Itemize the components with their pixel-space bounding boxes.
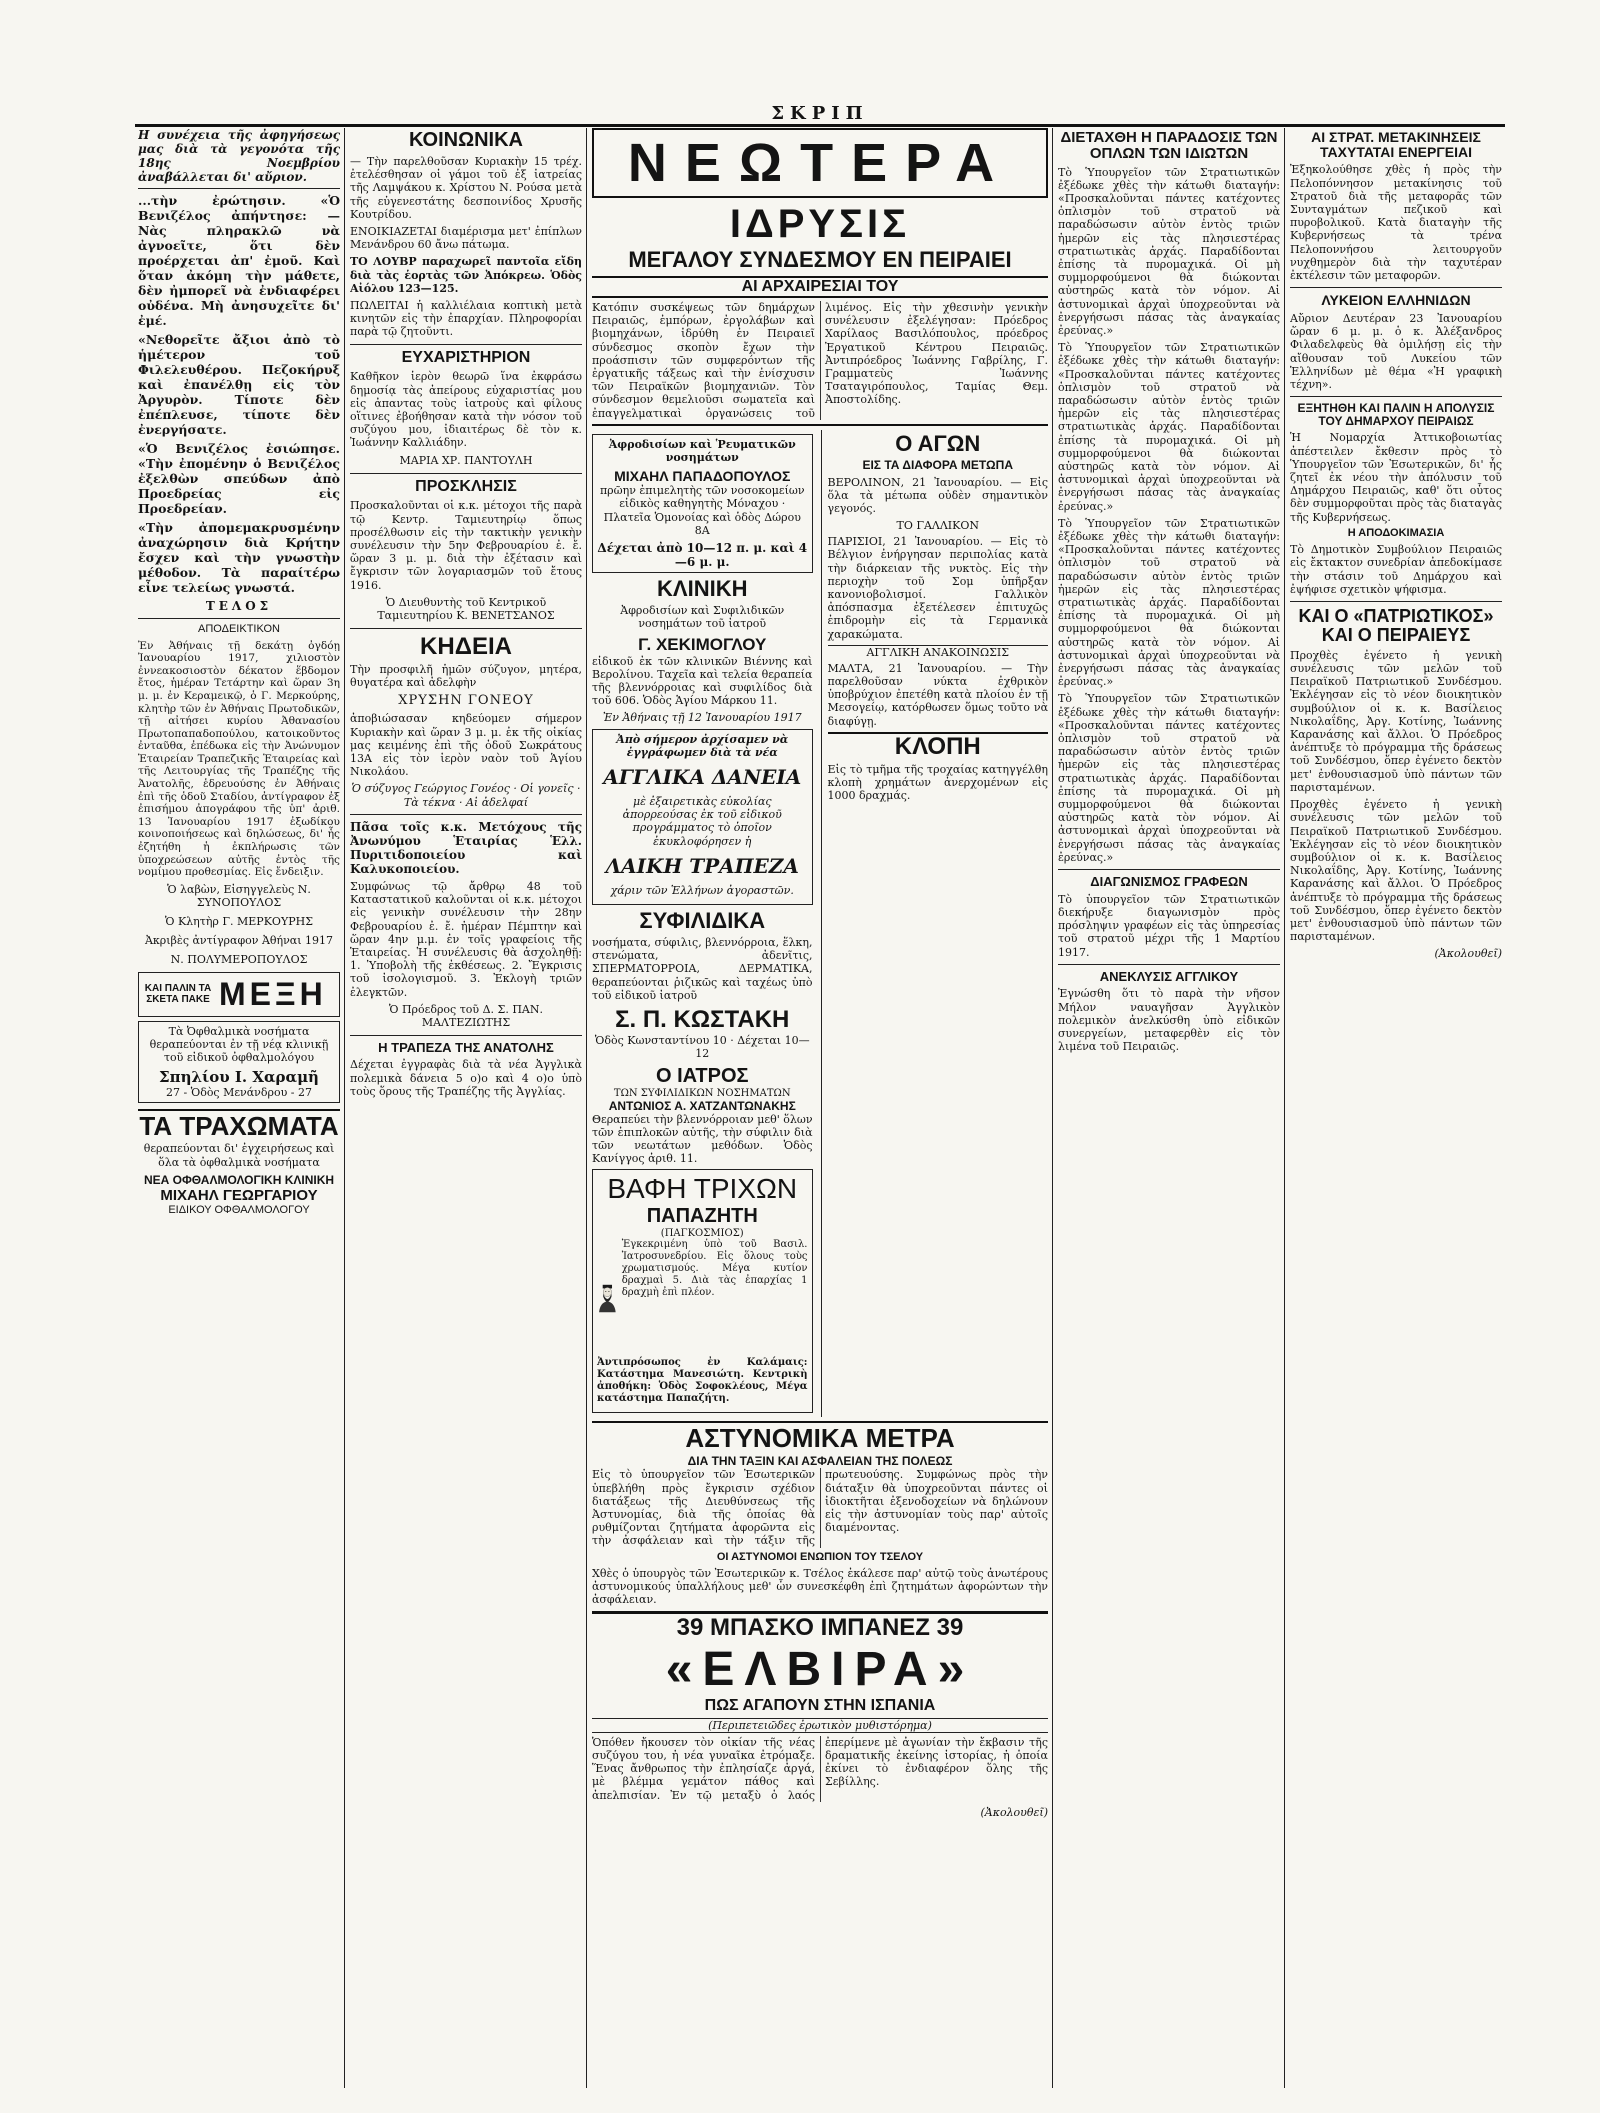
ad-text: Ἀφροδισίων καὶ Ῥευματικῶν νοσημάτων: [608, 437, 796, 465]
section-subheading: ΟΙ ΑΣΤΥΝΟΜΟΙ ΕΝΩΠΙΟΝ ΤΟΥ ΤΣΕΛΟΥ: [716, 1550, 924, 1563]
section-subheading: ΕΙΣ ΤΑ ΔΙΑΦΟΡΑ ΜΕΤΩΠΑ: [862, 457, 1014, 472]
column-5: [1290, 128, 1502, 2078]
divider: [1290, 287, 1502, 288]
ad-text: ΤΩΝ ΣΥΦΙΛΙΔΙΚΩΝ ΝΟΣΗΜΑΤΩΝ: [613, 1087, 791, 1099]
ad-hours: Δέχεται ἀπὸ 10—12 π. μ. καὶ 4—6 μ. μ.: [597, 541, 808, 570]
notice-body: Συμφώνως τῷ ἄρθρῳ 48 τοῦ Καταστατικοῦ καλοῦνται οἱ κ.κ. μέτοχοι εἰς γενικὴν συνέλευσιν τὴν 28ην Φεβρουαρίου ἐ. ἔ. ἡμέραν Πέμπτην καὶ ὥραν 4ην μ.μ. ἐν τοῖς γραφείοις τῆς Ἑταιρείας. Ἡ συνέλευσις θὰ ἀσχοληθῇ: 1. Ὑποβολὴ τῆς ἐκθέσεως. 2. Ἔγκρισις τοῦ ἰσολογισμοῦ. 3. Ἐκλογὴ τριῶν ἐλεγκτῶν.: [350, 879, 582, 999]
article-subheadline: ΜΕΓΑΛΟΥ ΣΥΝΔΕΣΜΟΥ ΕΝ ΠΕΙΡΑΙΕΙ: [628, 247, 1012, 272]
notice-body: Καθῆκον ἱερὸν θεωρῶ ἵνα ἐκφράσω δημοσίᾳ τὰς ἀπείρους εὐχαριστίας μου εἰς ἀπαντας τοὺς ἰατροὺς καὶ φίλους οἵτινες ἐβοήθησαν κατὰ τὴν νόσον τοῦ συζύγου μου, ἰδιαιτέρως δὲ τὸν κ. Ἰωάννην Καλλιάδην.: [350, 370, 582, 450]
column-2: [350, 128, 582, 2078]
column-rule: [1052, 128, 1053, 2088]
article-subheadline: ΑΙ ΑΡΧΑΙΡΕΣΙΑΙ ΤΟΥ: [592, 276, 1048, 298]
divider: [350, 628, 582, 629]
ad-clinic-sub: ΕΙΔΙΚΟΥ ΟΦΘΑΛΜΟΛΟΓΟΥ: [168, 1203, 310, 1216]
section-heading: ΚΛΟΠΗ: [828, 732, 1049, 759]
section-subheading: ΑΓΓΛΙΚΗ ΑΝΑΚΟΙΝΩΣΙΣ: [828, 645, 1049, 659]
ad-text: Ἀφροδισίων καὶ Συφιλιδικῶν νοσημάτων τοῦ ἰατροῦ: [620, 604, 785, 631]
ad-heading: ΚΛΙΝΙΚΗ: [657, 576, 748, 602]
section-heading: ΑΙ ΣΤΡΑΤ. ΜΕΤΑΚΙΝΗΣΕΙΣ ΤΑΧΥΤΑΤΑΙ ΕΝΕΡΓΕΙΑΙ: [1311, 129, 1481, 160]
ad-brand: ΠΑΠΑΖΗΤΗ: [646, 1205, 758, 1228]
article-continues: (Ἀκολουθεῖ): [1434, 947, 1502, 961]
article-paragraph: «Ὁ Βενιζέλος ἐσιώπησε. «Τὴν ἐπομένην ὁ Βενιζέλος ἐξελθὼν σπεύδων ἀπὸ Προεδρείας εἰς Προεδρείαν.: [138, 441, 340, 516]
notice-body: Τὴν προσφιλῆ ἡμῶν σύζυγον, μητέρα, θυγατέρα καὶ ἀδελφὴν: [350, 663, 582, 690]
news-item: ΤΟ ΛΟΥΒΡ παραχωρεῖ παντοῖα εἴδη διὰ τὰς ἑορτὰς τῶν Ἀπόκρεω. Ὁδὸς Αἰόλου 123—125.: [350, 255, 582, 295]
article-subheadline: ΔΙΑ ΤΗΝ ΤΑΞΙΝ ΚΑΙ ΑΣΦΑΛΕΙΑΝ ΤΗΣ ΠΟΛΕΩΣ: [687, 1454, 953, 1469]
section-heading: ΕΞΗΤΗΘΗ ΚΑΙ ΠΑΛΙΝ Η ΑΠΟΛΥΣΙΣ ΤΟΥ ΔΗΜΑΡΧΟΥ ΠΕΙΡΑΙΩΣ: [1297, 401, 1495, 428]
notice-body: Προσκαλοῦνται οἱ κ.κ. μέτοχοι τῆς παρὰ τῷ Κεντρ. Ταμιευτηρίῳ ὅπως προσέλθωσιν εἰς τὴν τακτικὴν γενικὴν συνέλευσιν τὴν 5ην Φεβρουαρίου ἐ. ἔ. ὥραν 3 μ. μ. διὰ τὴν ἐξέτασιν καὶ ἔγκρισιν τῶν λογαριασμῶν τοῦ ἔτους 1916.: [350, 499, 582, 592]
article-paragraph: ...τὴν ἐρώτησιν. «Ὁ Βενιζέλος ἀπήντησε: — Νὰς πληρακλῶ νὰ ἀγνοεῖτε, ὅτι δὲν προέρχεται ἀπ' ἐμοῦ. Καὶ ὅταν ἀκόμη τὴν μάθετε, δὲν ἠμπορεῖ νὰ ἐνδιαφέρει οὐδένα. Μὴ ἀνησυχεῖτε δι' ἐμέ.: [138, 193, 340, 328]
ad-mezi-small: ΚΑΙ ΠΑΛΙΝ ΤΑ ΣΚΕΤΑ ΠΑΚΕ: [144, 983, 212, 1006]
section-heading: Η ΤΡΑΠΕΖΑ ΤΗΣ ΑΝΑΤΟΛΗΣ: [378, 1039, 554, 1055]
news-item: ΜΑΛΤΑ, 21 Ἰανουαρίου. — Τὴν παρελθοῦσαν νύκτα ἐχθρικὸν ὑποβρύχιον ἐπετέθη κατὰ πλοίου ἐν τῇ Μεσογείῳ, κατόρθωσεν ὅμως τοῦτο νὰ διαφύγῃ.: [827, 661, 1048, 728]
signature: Ν. ΠΟΛΥΜΕΡΟΠΟΥΛΟΣ: [170, 952, 308, 966]
ad-heading: Ο ΙΑΤΡΟΣ: [655, 1064, 749, 1087]
notice-body: ἀποβιώσασαν κηδεύομεν σήμερον Κυριακὴν καὶ ὥραν 3 μ. μ. ἐκ τῆς οἰκίας μας κειμένης ἐπὶ τῆς ὁδοῦ Σωκράτους 13Α εἰς τὸν ἱερὸν ναὸν τοῦ Ἁγίου Νικολάου.: [350, 712, 582, 779]
divider: [138, 618, 340, 619]
ad-papadopoulos: [592, 434, 813, 573]
divider: [1058, 964, 1280, 965]
film-serial-number: 39 ΜΠΑΣΚΟ ΙΜΠΑΝΕΖ 39: [676, 1613, 964, 1641]
ad-text: πρῶην ἐπιμελητὴς τῶν νοσοκομείων εἰδικὸς καθηγητὴς Μόναχου · Πλατεῖα Ὁμονοίας καὶ ὁδὸς Δώρου 8Α: [599, 484, 805, 537]
ad-text: χάριν τῶν Ἑλλήνων ἀγοραστῶν.: [610, 883, 794, 897]
column-4: [1058, 128, 1280, 2078]
signature: ΜΑΡΙΑ ΧΡ. ΠΑΝΤΟΥΛΗ: [399, 453, 533, 467]
ad-ophthalmology: [138, 1021, 340, 1104]
divider: [1290, 601, 1502, 602]
ad-date: Ἐν Ἀθήναις τῇ 12 Ἰανουαρίου 1917: [602, 711, 802, 725]
article-body: Ἡ Νομαρχία Ἀττικοβοιωτίας ἀπέστειλεν ἔκθεσιν πρὸς τὸ Ὑπουργεῖον τῶν Ἐσωτερικῶν, δι' ἧς ζητεῖ ἐκ νέου τὴν ἀπόλυσιν τοῦ Δημάρχου Πειραιῶς, καθ' ὅτι οὗτος δὲν συμμορφοῦται πρὸς τὰς διαταγὰς τῆς Κυβερνήσεως.: [1290, 431, 1502, 524]
column-3: [592, 128, 1048, 2078]
ad-address: 27 - Ὁδὸς Μενάνδρου - 27: [166, 1086, 312, 1100]
ad-text: μὲ ἐξαιρετικὰς εὐκολίας ἀπορρεούσας ἐκ τοῦ εἰδικοῦ προγράμματος τὸ ὁποῖον ἐκυκλοφόρησεν ἡ: [622, 794, 782, 848]
ad-text: Ἀντιπρόσωπος ἐν Καλάμαις: Κατάστημα Μανεσιώτη. Κεντρικὴ ἀποθήκη: Ὁδὸς Σοφοκλέους, Μέγα κατάστημα Παπαζήτη.: [597, 1357, 808, 1405]
news-item: ΒΕΡΟΛΙΝΟΝ, 21 Ἰανουαρίου. — Εἰς ὅλα τὰ μέτωπα οὐδὲν σημαντικὸν γεγονός.: [827, 475, 1048, 515]
article-paragraph: «Τὴν ἀπομεμακρυσμένην ἀναχώρησιν διὰ Κρήτην ἔσχεν καὶ τὴν γνωστὴν μέθοδον. Τὰ παραίτέρω εἶνε τελείως γνωστά.: [138, 520, 340, 595]
news-column-right: [821, 430, 1049, 1417]
ad-text: νοσήματα, σύφιλις, βλεννόρροια, ἕλκη, στενώματα, ἀδενῖτις, ΣΠΕΡΜΑΤΟΡΡΟΙΑ, ΔΕΡΜΑΤΙΚΑ, θεραπεύονται ῥιζικῶς καὶ ταχέως ὑπὸ τοῦ εἰδικοῦ ἰατροῦ: [592, 936, 813, 1002]
divider: [350, 473, 582, 474]
film-subtitle: ΠΩΣ ΑΓΑΠΟΥΝ ΣΤΗΝ ΙΣΠΑΝΙΑ: [704, 1696, 936, 1714]
news-item: — Τὴν παρελθοῦσαν Κυριακὴν 15 τρέχ. ἐτελέσθησαν οἱ γάμοι τοῦ ἐξ ἰατρείας τῆς Λαμψάκου κ. Χρίστου Ν. Ρούσα μετὰ τῆς εὐγενεστάτης δεσποινίδος Χρυσῆς Κουτρίδου.: [350, 155, 582, 221]
section-heading: ΛΥΚΕΙΟΝ ΕΛΛΗΝΙΔΩΝ: [1321, 292, 1471, 309]
ad-doctor: Σ. Π. ΚΩΣΤΑΚΗ: [615, 1006, 790, 1034]
ad-doctor: ΑΝΤΩΝΙΟΣ Α. ΧΑΤΖΑΝΤΩΝΑΚΗΣ: [608, 1098, 796, 1113]
section-heading: ΑΝΕΚΛΥΣΙΣ ΑΓΓΛΙΚΟΥ: [1099, 968, 1239, 984]
column-rule: [1284, 128, 1285, 2088]
notice-body: Δέχεται ἐγγραφὰς διὰ τὰ νέα Ἀγγλικὰ πολεμικὰ δάνεια 5 ο)ο καὶ 4 ο)ο ὑπὸ τοὺς ὅρους τῆς Τραπέζης τῆς Ἀγγλίας.: [350, 1058, 582, 1098]
news-item: ΠΩΛΕΙΤΑΙ ἡ καλλιέλαια κοπτικὴ μετὰ κινητῶν εἰς τὴν ἐπαρχίαν. Πληροφορίαι παρὰ τῷ ζητοῦντι.: [350, 299, 582, 339]
divider: [1058, 869, 1280, 870]
ad-doctor: Γ. ΧΕΚΙΜΟΓΛΟΥ: [638, 634, 767, 654]
column-1: [138, 128, 340, 2078]
ad-text: Θεραπεύει τὴν βλεννόρροιαν μεθ' ὅλων τῶν ἐπιπλοκῶν αὐτῆς, τὴν σύφιλιν διὰ τῶν νεωτάτων μεθόδων. Ὁδὸς Κανίγγος ἀριθ. 11.: [592, 1112, 813, 1166]
ad-doctor: Σπηλίου Ι. Χαραμῆ: [159, 1068, 319, 1087]
ad-brand-tag: (ΠΑΓΚΟΣΜΙΟΣ): [660, 1228, 744, 1240]
article-paragraph: «Νεθορεῖτε ἄξιοι ἀπὸ τὸ ἡμέτερον τοῦ Φιλελευθέρου. Πεζοκήρυξ καὶ ἐπανέλθῃ εἰς τὸν Ἀργυρὸν. Τίποτε δὲν ἐπέπλευσε, τίποτε δὲν ἐνεργήσατε.: [138, 332, 340, 437]
ad-heading: ΤΑ ΤΡΑΧΩΜΑΤΑ: [139, 1111, 339, 1142]
article-body: Τὸ Ὑπουργεῖον τῶν Στρατιωτικῶν ἐξέδωκε χθὲς τὴν κάτωθι διαταγήν: «Προσκαλοῦνται πάντες κατέχοντες ὁπλισμὸν τοῦ στρατοῦ νὰ παραδώσωσιν αὐτὸν ἐντὸς τριῶν ἡμερῶν εἰς τὰς πλησιεστέρας στρατιωτικὰς ἀρχάς. Παραδίδονται ἐπίσης τὰ πυρομαχικά. Οἱ μὴ συμμορφούμενοι θὰ διώκονται αὐστηρῶς κατὰ τὸν νόμον. Αἱ ἀστυνομικαὶ ἀρχαὶ ὑποχρεοῦνται νὰ ἐνεργήσωσι πάσας τὰς ἀναγκαίας ἐρεύνας.»: [1058, 165, 1280, 337]
ad-doctor: ΜΙΧΑΗΛ ΠΑΠΑΔΟΠΟΥΛΟΣ: [614, 468, 791, 485]
ad-mezi: [138, 972, 340, 1017]
notice-title: Πᾶσα τοῖς κ.κ. Μετόχους τῆς Ἀνωνύμου Ἑταιρίας Ἑλλ. Πυριτιδοποιείου καὶ Καλυκοποιείου.: [350, 819, 582, 876]
news-item: Χθὲς ὁ ὑπουργὸς τῶν Ἐσωτερικῶν κ. Τσέλος ἐκάλεσε παρ' αὐτῷ τοὺς ἀνωτέρους ἀστυνομικούς ὑπαλλήλους μεθ' ὧν συνεσκέφθη ἐπὶ ζητημάτων ἀφορώντων τὴν ἀσφάλειαν.: [592, 1567, 1048, 1607]
portrait-illustration: [597, 1243, 618, 1353]
article-body: Κατόπιν συσκέψεως τῶν δημάρχων Πειραιῶς, ἐμπόρων, ἐργολάβων καὶ βιομηχάνων, ἱδρύθη ἐν Πειραιεῖ σύνδεσμος σκοπὸν ἔχων τὴν προάσπισιν τῶν συμφερόντων τῆς ἐργατικῆς τάξεως καὶ τὴν ἐνίσχυσιν τῶν Πειραϊκῶν βιομηχανιῶν. Τὸν σύνδεσμον θεμελιοῦσι σωματεῖα καὶ ἐπαγγελματικαὶ ὀργανώσεις τοῦ λιμένος. Εἰς τὴν χθεσινὴν γενικὴν συνέλευσιν ἐξελέγησαν: Πρόεδρος Χαρίλαος Βασιλόπουλος, πρόεδρος Ἐργατικοῦ Κέντρου Πειραιῶς. Ἀντιπρόεδρος Ἰωάννης Γαβρίλης, Γ. Γραμματεὺς Ἰωάννης Τσαταγιρόπουλος, Ταμίας Θεμ. Ἀποστολίδης.: [592, 301, 1048, 420]
section-heading: ΚΟΙΝΩΝΙΚΑ: [408, 129, 523, 151]
serial-body: Ὁπόθεν ἤκουσεν τὸν οἰκίαν τῆς νέας συζύγου του, ἡ νέα γυναῖκα ἐτρόμαξε. Ἕνας ἄνθρωπος τὴν ἐπλησίαζε ἀργά, μὲ βλέμμα γεμάτον πάθος καὶ ἀπελπισίαν. Ἐν τῷ μεταξὺ ὁ λαός ἐπερίμενε μὲ ἀγωνίαν τὴν ἔκβασιν τῆς δραματικῆς ἐκείνης ἱστορίας, ἡ ὁποία ἐκίνει τὸ ἐνδιαφέρον ὅλης τῆς Σεβίλλης.: [592, 1735, 1048, 1802]
news-item: Ἐγνώσθη ὅτι τὸ παρὰ τὴν νῆσον Μήλον ναυαγῆσαν Ἀγγλικὸν πολεμικὸν ἀνελκύσθη ὑπὸ εἰδικῶν συνεργείων, μεταφερθὲν εἰς τὸν λιμένα τοῦ Πειραιῶς.: [1058, 987, 1280, 1054]
ad-clinic-doctor: ΜΙΧΑΗΛ ΓΕΩΡΓΑΡΙΟΥ: [160, 1186, 318, 1204]
ad-clinic: ΝΕΑ ΟΦΘΑΛΜΟΛΟΓΙΚΗ ΚΛΙΝΙΚΗ: [143, 1172, 335, 1187]
news-item: Εἰς τὸ τμῆμα τῆς τροχαίας κατηγγέλθη κλοπὴ χρημάτων ἀνερχομένων εἰς 1000 δραχμάς.: [827, 762, 1048, 803]
section-heading: ΑΠΟΔΕΙΚΤΙΚΟΝ: [198, 623, 280, 635]
article-body: Τὸ Ὑπουργεῖον τῶν Στρατιωτικῶν ἐξέδωκε χθὲς τὴν κάτωθι διαταγήν: «Προσκαλοῦνται πάντες κατέχοντες ὁπλισμὸν τοῦ στρατοῦ νὰ παραδώσωσιν αὐτὸν ἐντὸς τριῶν ἡμερῶν εἰς τὰς πλησιεστέρας στρατιωτικὰς ἀρχάς. Παραδίδονται ἐπίσης τὰ πυρομαχικά. Οἱ μὴ συμμορφούμενοι θὰ διώκονται αὐστηρῶς κατὰ τὸν νόμον. Αἱ ἀστυνομικαὶ ἀρχαὶ ὑποχρεοῦνται νὰ ἐνεργήσωσι πάσας τὰς ἀναγκαίας ἐρεύνας.»: [1058, 692, 1280, 864]
article-body: Προχθὲς ἐγένετο ἡ γενικὴ συνέλευσις τῶν μελῶν τοῦ Πειραϊκοῦ Πατριωτικοῦ Συνδέσμου. Ἐκλέγησαν εἰς τὸ νέον διοικητικὸν συμβούλιον οἱ κ. κ. Βασίλειος Νικολαΐδης, Ἀργ. Κοτίνης, Ἰωάννης Καρανάσης καὶ ἄλλοι. Ὁ Πρόεδρος ἀνέπτυξε τὸ πρόγραμμα τῆς δράσεως τοῦ Συνδέσμου, ὅπερ ἐγένετο δεκτὸν μετ' ἐνθουσιασμοῦ ὑπὸ πάντων τῶν παρισταμένων.: [1290, 798, 1502, 944]
ad-papazitis: [592, 1169, 813, 1413]
ad-film-elvira: [592, 1611, 1048, 1819]
divider: [350, 1035, 582, 1036]
signature: Ὁ Πρόεδρος τοῦ Δ. Σ. ΠΑΝ. ΜΑΛΤΕΖΙΩΤΗΣ: [389, 1002, 543, 1029]
ad-text: θεραπεύονται δι' ἐγχειρήσεως καὶ ὅλα τὰ ὀφθαλμικὰ νοσήματα: [143, 1142, 335, 1169]
column-rule: [586, 128, 587, 2088]
signature: Ὁ λαβὼν, Εἰσηγγελεὺς Ν. ΣΥΝΟΠΟΥΛΟΣ: [167, 882, 311, 909]
article-end: ΤΕΛΟΣ: [205, 599, 273, 613]
film-tagline: (Περιπετειῶδες ἐρωτικὸν μυθιστόρημα): [592, 1718, 1048, 1733]
article-headline: ΑΣΤΥΝΟΜΙΚΑ ΜΕΤΡΑ: [592, 1421, 1048, 1454]
article-body: Τὸ Ὑπουργεῖον τῶν Στρατιωτικῶν ἐξέδωκε χθὲς τὴν κάτωθι διαταγήν: «Προσκαλοῦνται πάντες κατέχοντες ὁπλισμὸν τοῦ στρατοῦ νὰ παραδώσωσιν αὐτὸν ἐντὸς τριῶν ἡμερῶν εἰς τὰς πλησιεστέρας στρατιωτικὰς ἀρχάς. Παραδίδονται ἐπίσης τὰ πυρομαχικά. Οἱ μὴ συμμορφούμενοι θὰ διώκονται αὐστηρῶς κατὰ τὸν νόμον. Αἱ ἀστυνομικαὶ ἀρχαὶ ὑποχρεοῦνται νὰ ἐνεργήσωσι πάσας τὰς ἀναγκαίας ἐρεύνας.»: [1058, 516, 1280, 689]
section-heading: ΠΡΟΣΚΛΗΣΙΣ: [415, 477, 517, 495]
ad-heading: ΣΥΦΙΛΙΔΙΚΑ: [639, 907, 766, 933]
article-headline: ΙΔΡΥΣΙΣ: [729, 202, 911, 246]
ad-column-left: [592, 430, 813, 1417]
deceased-name: ΧΡΥΣΗΝ ΓΟΝΕΟΥ: [398, 693, 534, 709]
section-subheading: Η ΑΠΟΔΟΚΙΜΑΣΙΑ: [1347, 526, 1445, 539]
ad-text: Ἀπὸ σήμερον ἀρχίσαμεν νὰ ἐγγράφωμεν διὰ τὰ νέα: [616, 732, 789, 759]
article-body: Ἐξηκολούθησε χθὲς ἡ πρὸς τὴν Πελοπόννησον μετακίνησις τοῦ Στρατοῦ διὰ τῆς μεταφορᾶς τῶν Συνταγμάτων πεζικοῦ καὶ πυροβολικοῦ. Κατὰ διαταγὴν τῆς Κυβερνήσεως τὰ τρένα Πελοποννήσου λειτουργοῦν νυχθημερὸν διὰ τὴν ταχυτέραν ἐκτέλεσιν τῶν μεταφορῶν.: [1290, 163, 1502, 282]
ad-loans: ΑΓΓΛΙΚΑ ΔΑΝΕΙΑ: [603, 764, 802, 789]
divider: [350, 344, 582, 345]
article-body: Τὸ Δημοτικὸν Συμβούλιον Πειραιῶς εἰς ἔκτακτον συνεδρίαν ἀπεδοκίμασε τὴν στάσιν τοῦ Δημάρχου καὶ ἐψήφισε σχετικὸν ψήφισμα.: [1290, 543, 1502, 596]
serial-continues: (Ἀκολουθεῖ): [980, 1805, 1048, 1819]
article-body: Τὸ Ὑπουργεῖον τῶν Στρατιωτικῶν ἐξέδωκε χθὲς τὴν κάτωθι διαταγήν: «Προσκαλοῦνται πάντες κατέχοντες ὁπλισμὸν τοῦ στρατοῦ νὰ παραδώσωσιν αὐτὸν ἐντὸς τριῶν ἡμερῶν εἰς τὰς πλησιεστέρας στρατιωτικὰς ἀρχάς. Παραδίδονται ἐπίσης τὰ πυρομαχικά. Οἱ μὴ συμμορφούμενοι θὰ διώκονται αὐστηρῶς κατὰ τὸν νόμον. Αἱ ἀστυνομικαὶ ἀρχαὶ ὑποχρεοῦνται νὰ ἐνεργήσωσι πάσας τὰς ἀναγκαίας ἐρεύνας.»: [1058, 341, 1280, 513]
ad-bank-name: ΛΑΙΚΗ ΤΡΑΠΕΖΑ: [605, 853, 799, 878]
film-title: «ΕΛΒΙΡΑ»: [665, 1642, 975, 1696]
news-item: Τὸ ὑπουργεῖον τῶν Στρατιωτικῶν διεκήρυξε διαγωνισμὸν πρὸς πρόσληψιν γραφέων εἰς τὰς ὑπηρεσίας τοῦ στρατοῦ μέχρι τῆς 1 Μαρτίου 1917.: [1058, 892, 1280, 959]
section-heading: ΔΙΕΤΑΧΘΗ Η ΠΑΡΑΔΟΣΙΣ ΤΩΝ ΟΠΛΩΝ ΤΩΝ ΙΔΙΩΤΩΝ: [1060, 129, 1278, 162]
ad-mezi-big: ΜΕΞΗ: [219, 975, 327, 1012]
signature: Ἀκριβὲς ἀντίγραφον Ἀθήναι 1917: [144, 933, 334, 947]
column-rule: [344, 128, 345, 2088]
ad-text: Τὰ Ὀφθαλμικὰ νοσήματα θεραπεύονται ἐν τῇ νέᾳ κλινικῇ τοῦ εἰδικοῦ ὀφθαλμολόγου: [149, 1024, 329, 1065]
masthead: ΣΚΡΙΠ: [135, 104, 1505, 127]
ad-laiki-trapeza: [592, 729, 813, 905]
section-heading: ΚΗΔΕΙΑ: [420, 632, 512, 660]
section-subheading: ΤΟ ΓΑΛΛΙΚΟΝ: [896, 519, 980, 533]
section-heading: ΚΑΙ Ο «ΠΑΤΡΙΩΤΙΚΟΣ» ΚΑΙ Ο ΠΕΙΡΑΙΕΥΣ: [1298, 606, 1494, 645]
news-item: ΠΑΡΙΣΙΟΙ, 21 Ἰανουαρίου. — Εἰς τὸ Βέλγιον ἐνήργησαν περιπολίας κατὰ τὴν διάρκειαν τῆς νυκτὸς. Εἰς τὴν περιοχὴν τοῦ Σομ ὑπῆρξαν κανονιοβολισμοί. Γαλλικὸν ἀπόσπασμα ἐξετέλεσεν ἐπιτυχῶς ἐπιδρομὴν εἰς τὰ Γερμανικὰ χαρακώματα.: [827, 535, 1048, 641]
article-body: Προχθὲς ἐγένετο ἡ γενικὴ συνέλευσις τῶν μελῶν τοῦ Πειραϊκοῦ Πατριωτικοῦ Συνδέσμου. Ἐκλέγησαν εἰς τὸ νέον διοικητικὸν συμβούλιον οἱ κ. κ. Βασίλειος Νικολαΐδης, Ἀργ. Κοτίνης, Ἰωάννης Καρανάσης καὶ ἄλλοι. Ὁ Πρόεδρος ἀνέπτυξε τὸ πρόγραμμα τῆς δράσεως τοῦ Συνδέσμου, ὅπερ ἐγένετο δεκτὸν μετ' ἐνθουσιασμοῦ ὑπὸ πάντων τῶν παρισταμένων.: [1290, 648, 1502, 794]
divider: [350, 814, 582, 815]
signature: Ὁ Κλητὴρ Γ. ΜΕΡΚΟΥΡΗΣ: [165, 914, 313, 928]
divider: [1290, 396, 1502, 397]
neotera-headline: ΝΕΩΤΕΡΑ: [592, 128, 1048, 198]
signature: Ὁ Διευθυντὴς τοῦ Κεντρικοῦ Ταμιευτηρίου Κ. ΒΕΝΕΤΣΑΝΟΣ: [377, 595, 555, 622]
ad-text: εἰδικοῦ ἐκ τῶν κλινικῶν Βιέννης καὶ Βερολίνου. Ταχεῖα καὶ τελεία θεραπεία τῆς βλεννόρροιας καὶ συφιλίδος διὰ τοῦ 606. Ὁδὸς Ἁγίου Μάρκου 11.: [592, 654, 813, 708]
notice-body: Ἐν Ἀθήναις τῇ δεκάτῃ ὀγδόῃ Ἰανουαρίου 1917, χιλιοστὸν ἐννεακοσιοστὸν δέκατον ἕβδομον ἔτος, ἡμέραν Τετάρτην καὶ ὥραν 3η μ. μ. ἐν Κεραμεικῷ, ὁ Γ. Μερκούρης, κλητὴρ τῶν ἐν Ἀθήναις Πρωτοδικῶν, τῇ αἰτήσει κυρίου Ἀθανασίου Πρωτοπαπαδοπούλου, κατοικοῦντος ἐνταῦθα, ἐπέδωκα εἰς τὴν Ἀνώνυμον Ἑταιρείαν Τραπεζικῆς Ἑταιρείας καὶ τῆς Λειτουργίας τῆς Τραπέζης τῆς Ἀνατολῆς, ἑδρευούσης ἐν Ἀθήναις ἐπὶ τῆς ὁδοῦ Σταδίου, ἀντίγραφον ἐξ ἐπισήμου ἀπογράφου τῆς ὑπ' ἀριθ. 13 Ἰανουαρίου 1917 ἐξωδίκου κοινοποιήσεως καὶ δηλώσεως, δι' ἧς ἐζητήθη ἡ ἐκπλήρωσις τῶν ὑποχρεώσεων αὐτῆς ἐντὸς τῆς νομίμου προθεσμίας. Εἰς ἔνδειξιν.: [138, 639, 340, 879]
news-item: Αὔριον Δευτέραν 23 Ἰανουαρίου ὥραν 6 μ. μ. ὁ κ. Ἀλέξανδρος Φιλαδελφεὺς θὰ ὁμιλήσῃ εἰς τὴν αἴθουσαν τοῦ Λυκείου τῶν Ἑλληνίδων μὲ θέμα «Ἡ γραφικὴ τέχνη».: [1290, 311, 1502, 391]
intro-note: Η συνέχεια τῆς ἀφηγήσεως μας διὰ τὰ γεγονότα τῆς 18ης Νοεμβρίου ἀναβάλλεται δι' αὔριον.: [138, 128, 340, 189]
news-item: ΕΝΟΙΚΙΑΖΕΤΑΙ διαμέρισμα μετ' ἐπίπλων Μενάνδρου 60 ἄνω πάτωμα.: [350, 225, 582, 252]
ad-heading: ΒΑΦΗ ΤΡΙΧΩΝ: [607, 1173, 798, 1205]
section-heading: ΕΥΧΑΡΙΣΤΗΡΙΟΝ: [401, 348, 531, 366]
section-heading: ΔΙΑΓΩΝΙΣΜΟΣ ΓΡΑΦΕΩΝ: [1090, 874, 1248, 890]
ad-text: Ἐγκεκριμένη ὑπὸ τοῦ Βασιλ. Ἰατροσυνεδρίου. Εἰς ὅλους τοὺς χρωματισμούς. Μέγα κυτίον δραχμαὶ 5. Διὰ τὰς ἐπαρχίας 1 δραχμὴ ἐπὶ πλέον.: [621, 1239, 808, 1299]
article-body: Εἰς τὸ ὑπουργεῖον τῶν Ἐσωτερικῶν ὑπεβλήθη πρὸς ἔγκρισιν σχέδιον διατάξεως τῆς Διευθύνσεως τῆς Ἀστυνομίας, διὰ τῆς ὁποίας θὰ ρυθμίζονται ζητήματα ἀφορῶντα εἰς τὴν ἀσφάλειαν καὶ τὴν τάξιν τῆς πρωτευούσης. Συμφώνως πρὸς τὴν διάταξιν θὰ ὑποχρεοῦνται πάντες οἱ ἰδιοκτῆται ἐξενοδοχείων νὰ δηλώνουν εἰς τὴν ἀστυνομίαν τοὺς παρ' αὐτοῖς διαμένοντας.: [592, 1468, 1048, 1548]
ad-text: Ὁδὸς Κωνσταντίνου 10 · Δέχεται 10—12: [594, 1034, 810, 1061]
section-heading: Ο ΑΓΩΝ: [895, 430, 981, 456]
family-list: Ὁ σύζυγος Γεώργιος Γονέος · Οἱ γονεῖς · Τὰ τέκνα · Αἱ ἀδελφαί: [351, 782, 581, 809]
